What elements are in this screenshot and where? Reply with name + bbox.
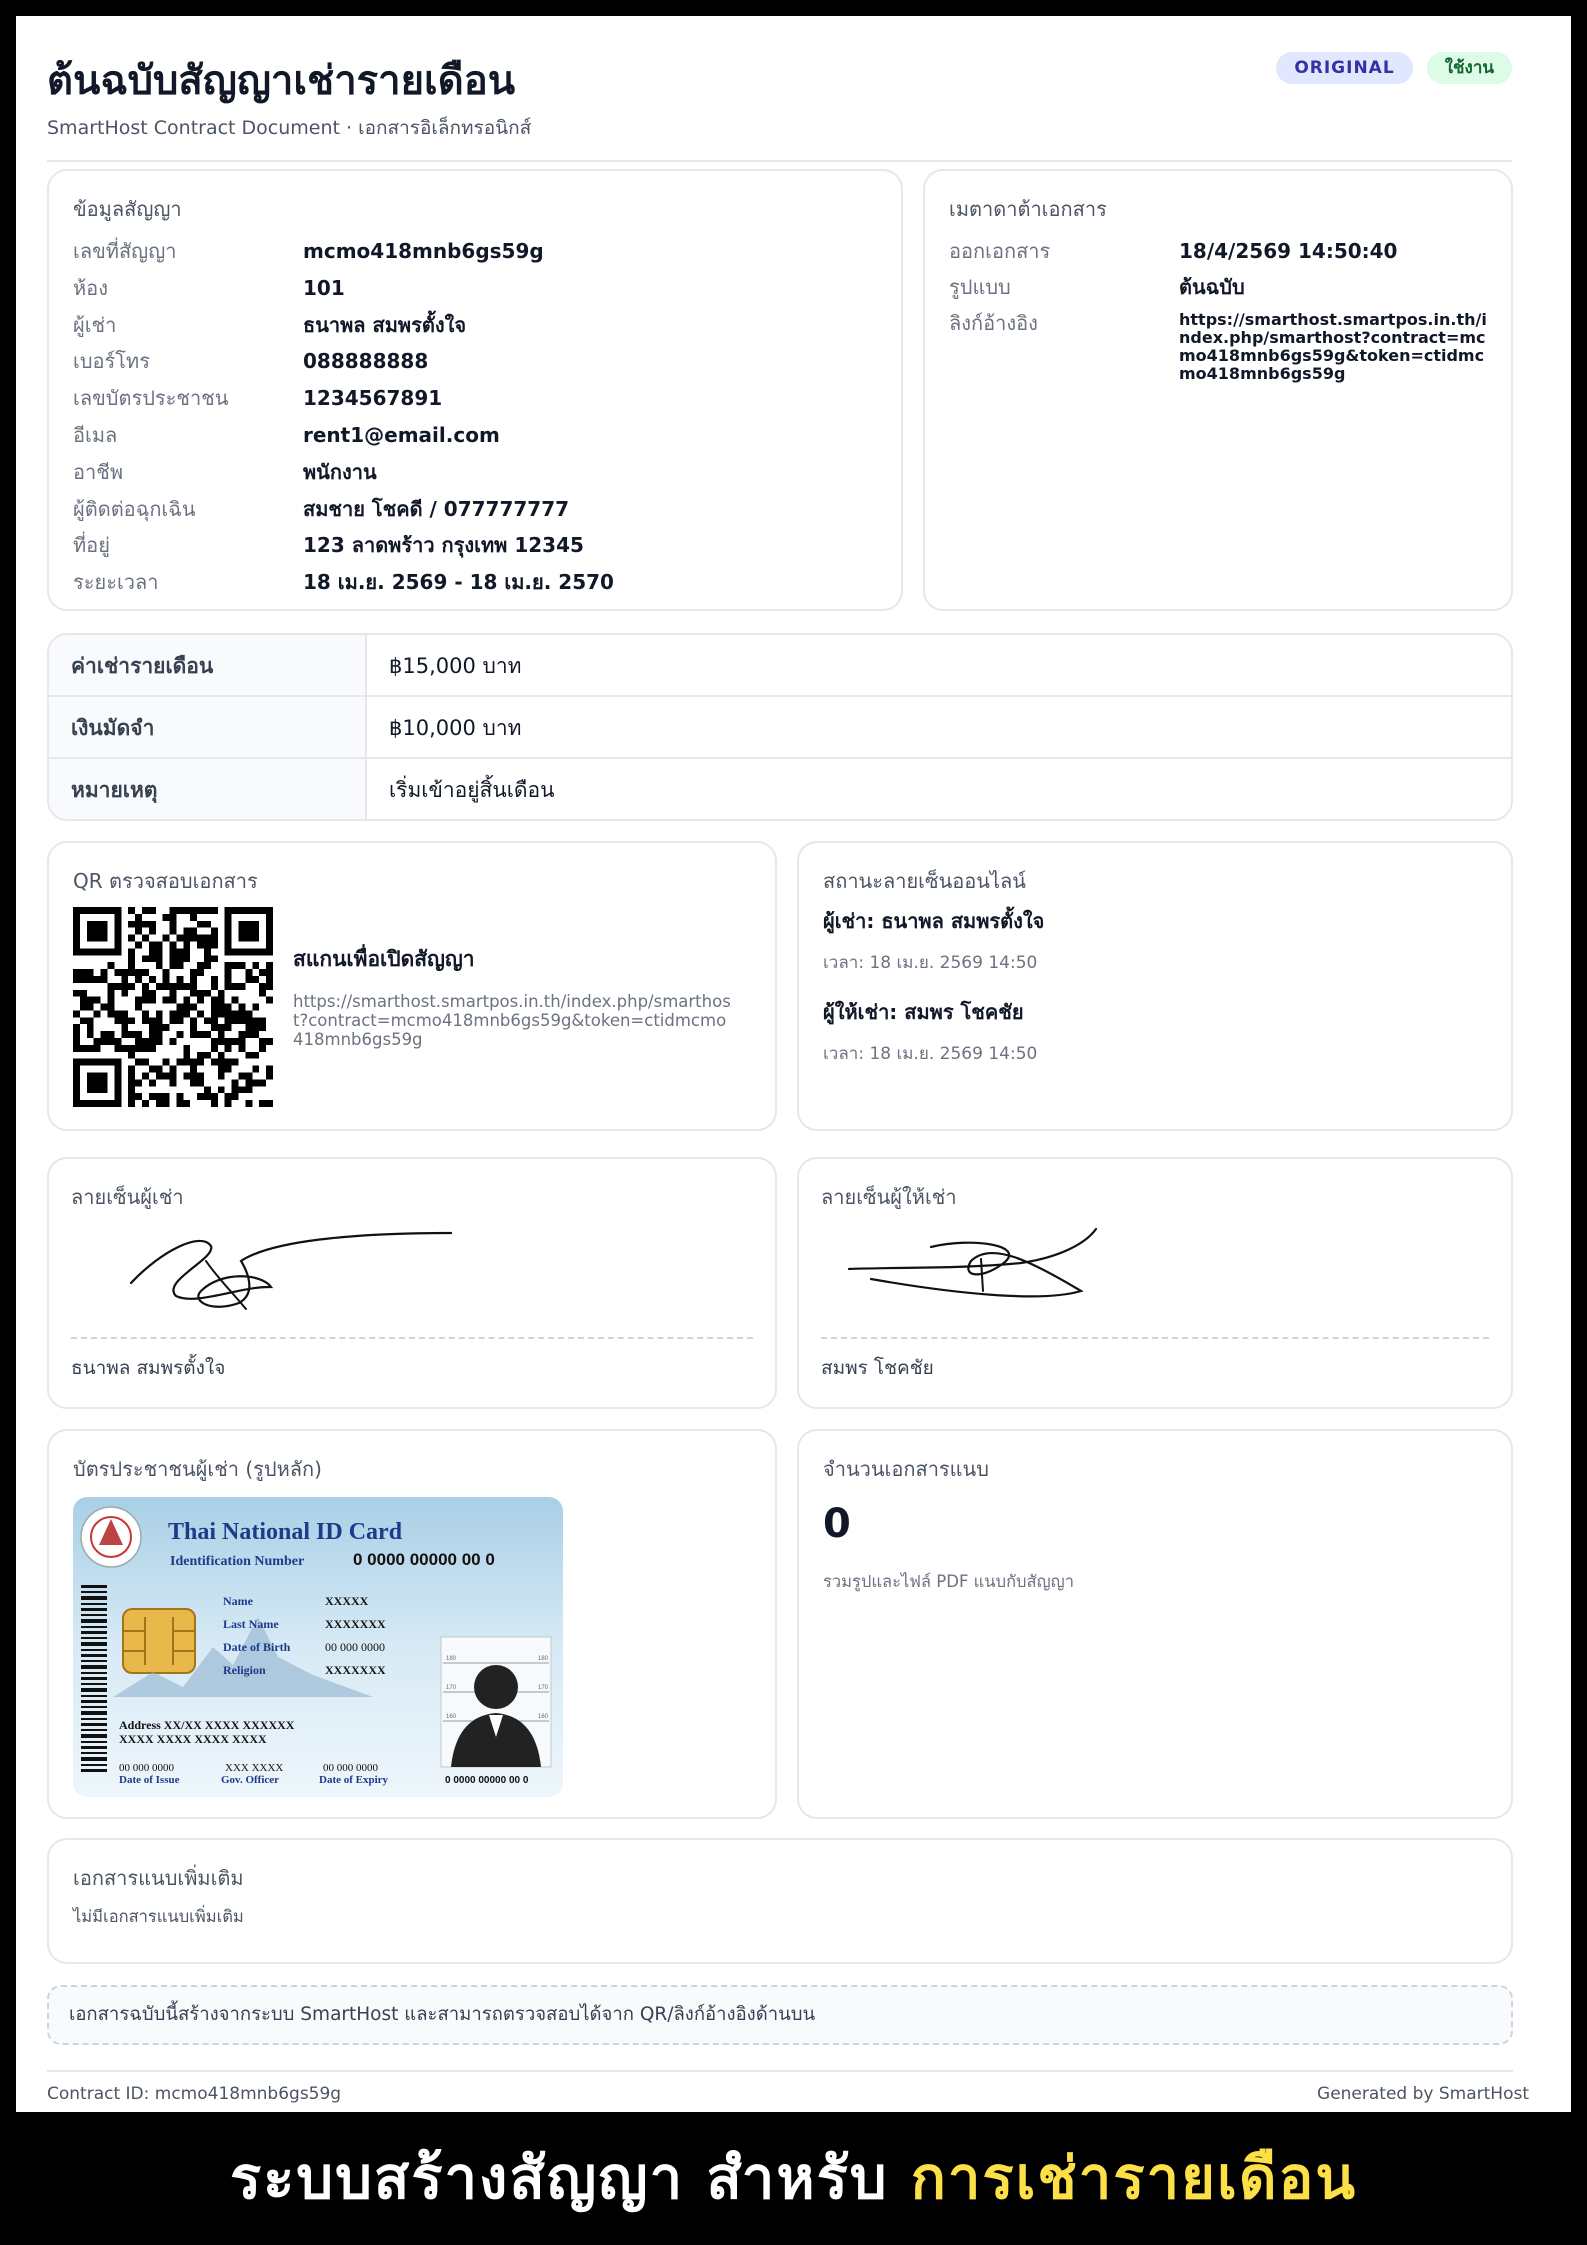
id-card-number: 0 0000 00000 00 0: [353, 1550, 495, 1569]
period-label: ระยะเวลา: [73, 570, 159, 595]
dob-value: 00 000 0000: [325, 1640, 385, 1654]
tenant-value: ธนาพล สมพรตั้งใจ: [303, 312, 467, 337]
id-card-number-label: Identification Number: [170, 1554, 305, 1569]
phone-value: 088888888: [303, 349, 429, 374]
religion-value: XXXXXXX: [325, 1663, 386, 1677]
email-label: อีเมล: [73, 422, 118, 447]
occupation-value: พนักงาน: [303, 459, 377, 484]
lastname-value: XXXXXXX: [325, 1617, 386, 1631]
page-subtitle: SmartHost Contract Document · เอกสารอิเล็กทรอนิกส์: [47, 117, 532, 139]
format-label: รูปแบบ: [949, 275, 1011, 299]
banner-text: ระบบสร้างสัญญา สำหรับ: [229, 2144, 911, 2212]
id-number-value: 1234567891: [303, 386, 443, 411]
landlord-signature-time: เวลา: 18 เม.ย. 2569 14:50: [823, 1044, 1038, 1064]
monthly-rent-label: ค่าเช่ารายเดือน: [49, 635, 367, 695]
contract-info-card: [47, 169, 903, 611]
ruler-160-right: 160: [538, 1714, 549, 1720]
qr-code-icon[interactable]: [73, 907, 273, 1107]
id-address-line1: Address XX/XX XXXX XXXXXX: [119, 1718, 295, 1732]
attachment-count: 0: [823, 1501, 851, 1547]
tenant-signature-time: เวลา: 18 เม.ย. 2569 14:50: [823, 953, 1038, 973]
tenant-label: ผู้เช่า: [73, 312, 117, 337]
ruler-180-right: 180: [538, 1656, 549, 1662]
issued-label: ออกเอกสาร: [949, 239, 1051, 263]
attachment-count-note: รวมรูปและไฟล์ PDF แนบกับสัญญา: [823, 1572, 1074, 1591]
emergency-contact-value: สมชาย โชคดี / 077777777: [303, 496, 570, 521]
contract-number-value: mcmo418mnb6gs59g: [303, 239, 544, 263]
qr-scan-label: สแกนเพื่อเปิดสัญญา: [293, 947, 475, 971]
landlord-signature-name: สมพร โชคชัย: [821, 1357, 934, 1379]
verification-note: เอกสารฉบับนี้สร้างจากระบบ SmartHost และสามารถตรวจสอบได้จาก QR/ลิงก์อ้างอิงด้านบน: [47, 1985, 1513, 2045]
ruler-180-left: 180: [446, 1656, 457, 1662]
contract-info-title: ข้อมูลสัญญา: [73, 197, 182, 221]
expiry-label: Date of Expiry: [319, 1774, 389, 1786]
landlord-signature-area: [821, 1221, 1489, 1339]
room-label: ห้อง: [73, 275, 108, 300]
note-value: เริ่มเข้าอยู่สิ้นเดือน: [389, 778, 555, 802]
room-value: 101: [303, 275, 345, 300]
landlord-signature-card: [797, 1157, 1513, 1409]
reference-link[interactable]: https://smarthost.smartpos.in.th/index.php/smarthost?contract=mcmo418mnb6gs59g&token=ctidmcmo418mnb6gs59g: [1179, 310, 1487, 383]
tenant-signature-card: [47, 1157, 777, 1409]
id-card-image[interactable]: [73, 1497, 563, 1797]
issued-value: 18/4/2569 14:50:40: [1179, 239, 1398, 263]
more-attachments-title: เอกสารแนบเพิ่มเติม: [73, 1866, 244, 1890]
email-value: rent1@email.com: [303, 422, 500, 447]
note-label: หมายเหตุ: [49, 759, 367, 821]
emergency-contact-label: ผู้ติดต่อฉุกเฉิน: [73, 496, 196, 521]
table-row: [49, 759, 1511, 821]
qr-card: [47, 841, 777, 1131]
occupation-label: อาชีพ: [73, 459, 123, 484]
metadata-list: [949, 233, 1487, 383]
payment-table: [47, 633, 1513, 821]
ruler-170-right: 170: [538, 1685, 549, 1691]
expiry-value: 00 000 0000: [323, 1762, 378, 1774]
id-card-heading: Thai National ID Card: [168, 1519, 403, 1545]
original-badge: ORIGINAL: [1276, 52, 1412, 84]
issue-date-value: 00 000 0000: [119, 1762, 174, 1774]
reference-link-label: ลิงก์อ้างอิง: [949, 311, 1038, 335]
id-card-card: [47, 1429, 777, 1819]
banner-highlight: การเช่ารายเดือน: [910, 2144, 1358, 2212]
landlord-signature-status: ผู้ให้เช่า: สมพร โชคชัย: [823, 1000, 1024, 1024]
ruler-160-left: 160: [446, 1714, 457, 1720]
table-row: [49, 697, 1511, 759]
phone-label: เบอร์โทร: [73, 349, 150, 374]
contract-info-list: [73, 233, 877, 601]
landlord-signature-title: ลายเซ็นผู้ให้เช่า: [821, 1185, 957, 1209]
metadata-card: [923, 169, 1513, 611]
promo-banner: [0, 2112, 1587, 2245]
address-value: 123 ลาดพร้าว กรุงเทพ 12345: [303, 533, 584, 558]
footer-divider: [47, 2070, 1513, 2072]
id-number-label: เลขบัตรประชาชน: [73, 386, 229, 411]
contract-number-label: เลขที่สัญญา: [73, 239, 177, 263]
period-value: 18 เม.ย. 2569 - 18 เม.ย. 2570: [303, 570, 614, 595]
id-card-title: บัตรประชาชนผู้เช่า (รูปหลัก): [73, 1457, 322, 1481]
deposit-value: ฿10,000 บาท: [389, 716, 522, 740]
name-label: Name: [223, 1594, 253, 1608]
photo-id-number: 0 0000 00000 00 0: [445, 1775, 529, 1786]
address-label: ที่อยู่: [73, 533, 110, 558]
landlord-signature-image: [831, 1221, 1131, 1339]
issue-date-label: Date of Issue: [119, 1774, 180, 1786]
signature-status-card: [797, 841, 1513, 1131]
status-badge: ใช้งาน: [1427, 52, 1512, 84]
qr-url-link[interactable]: https://smarthost.smartpos.in.th/index.php/smarthost?contract=mcmo418mnb6gs59g&token=ctidmcmo418mnb6gs59g: [293, 992, 731, 1049]
footer-generated: Generated by SmartHost: [1317, 2084, 1529, 2104]
more-attachments-note: ไม่มีเอกสารแนบเพิ่มเติม: [73, 1907, 244, 1926]
officer-label: Gov. Officer: [221, 1774, 280, 1786]
page-title: ต้นฉบับสัญญาเช่ารายเดือน: [47, 58, 516, 104]
table-row: [49, 635, 1511, 697]
tenant-signature-name: ธนาพล สมพรตั้งใจ: [71, 1357, 226, 1379]
religion-label: Religion: [223, 1663, 266, 1677]
id-address-line2: XXXX XXXX XXXX XXXX: [119, 1732, 267, 1746]
tenant-signature-status: ผู้เช่า: ธนาพล สมพรตั้งใจ: [823, 909, 1045, 933]
format-value: ต้นฉบับ: [1179, 275, 1245, 299]
more-attachments-card: [47, 1838, 1513, 1964]
document-header: [47, 30, 1512, 162]
attachment-count-card: [797, 1429, 1513, 1819]
deposit-label: เงินมัดจำ: [49, 697, 367, 757]
signature-status-title: สถานะลายเซ็นออนไลน์: [823, 869, 1026, 893]
footer-contract-id: Contract ID: mcmo418mnb6gs59g: [47, 2084, 342, 2104]
name-value: XXXXX: [325, 1594, 369, 1608]
officer-value: XXX XXXX: [225, 1762, 284, 1774]
qr-title: QR ตรวจสอบเอกสาร: [73, 869, 258, 893]
ruler-170-left: 170: [446, 1685, 457, 1691]
metadata-title: เมตาดาต้าเอกสาร: [949, 197, 1107, 221]
badge-group: [1276, 52, 1512, 84]
lastname-label: Last Name: [223, 1617, 279, 1631]
tenant-signature-title: ลายเซ็นผู้เช่า: [71, 1185, 184, 1209]
tenant-signature-area: [71, 1221, 753, 1339]
attachment-count-title: จำนวนเอกสารแนบ: [823, 1457, 989, 1481]
tenant-signature-image: [121, 1221, 461, 1339]
monthly-rent-value: ฿15,000 บาท: [389, 654, 522, 678]
dob-label: Date of Birth: [223, 1640, 291, 1654]
